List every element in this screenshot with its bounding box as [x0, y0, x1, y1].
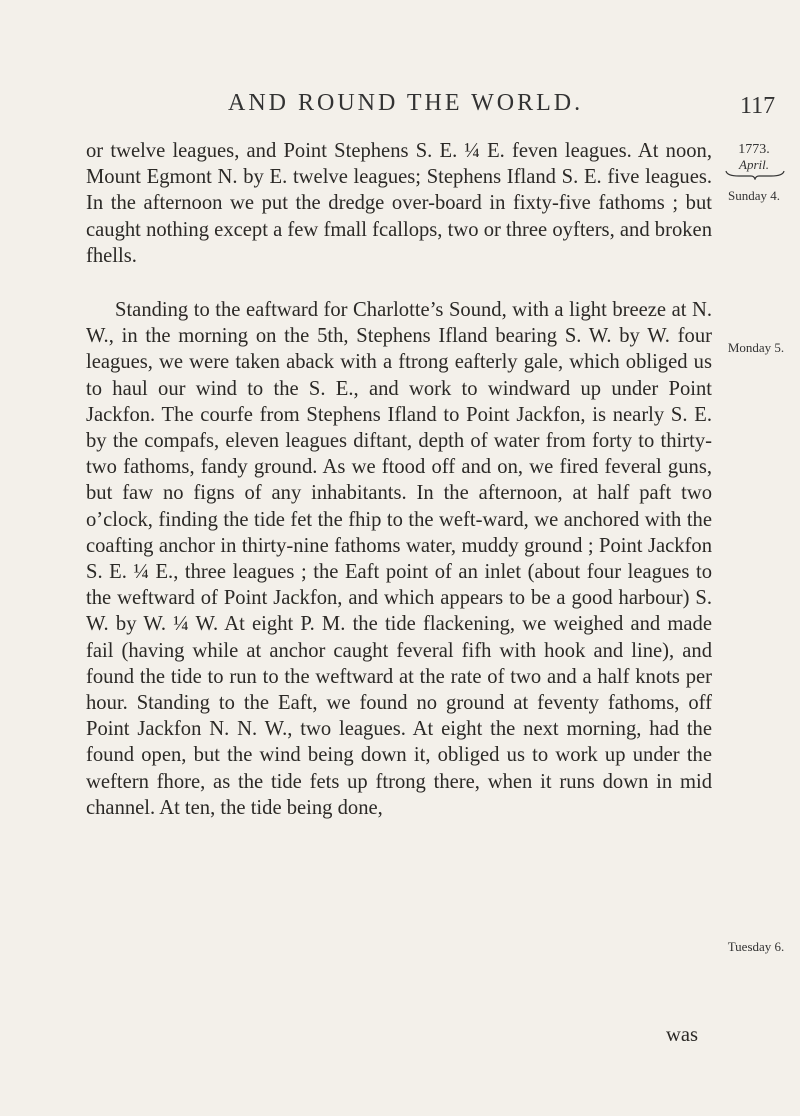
- margin-date-monday: Monday 5.: [727, 340, 785, 355]
- margin-year: 1773.: [738, 142, 770, 157]
- paragraph-2: Standing to the eaftward for Charlotte’s Sound, with a light breeze at N. W., in the morning on the 5th, Stephens Ifland bearing S. W. by W. four leagues, we were taken aback with a ftrong eafterly gale, which obliged us to haul our wind to the S. E., and work to windward up under Point Jackfon. The courfe from Stephens Ifland to Point Jackfon, is nearly S. E. by the compafs, eleven leagues diftant, depth of water from forty to thirty-two fathoms, fandy ground. As we ftood off and on, we fired feveral guns, but faw no figns of any inhabitants. In the afternoon, at half paft two o’clock, finding the tide fet the fhip to the weft-ward, we anchored with the coafting anchor in thirty-nine fathoms water, muddy ground ; Point Jackfon S. E. ¼ E., three leagues ; the Eaft point of an inlet (about four leagues to the weftward of Point Jackfon, and which appears to be a good harbour) S. W. by W. ¼ W. At eight P. M. the tide flackening, we weighed and made fail (having while at anchor caught feveral fifh with hook and line), and found the tide to run to the weftward at the rate of two and a half knots per hour. Standing to the Eaft, we found no ground at feventy fathoms, off Point Jackfon N. N. W., two leagues. At eight the next morning, had the found open, but the wind being down it, obliged us to work up under the weftern fhore, as the tide fets up ftrong there, when it runs down in mid channel. At ten, the tide being done,: [86, 299, 712, 819]
- margin-brace-icon: [725, 170, 785, 180]
- paragraph-1: or twelve leagues, and Point Stephens S. E. ¼ E. feven leagues. At noon, Mount Egmont N. by E. twelve leagues; Stephens Ifland S. E. five leagues. In the afternoon we put the dredge over-board in fixty-five fathoms ; but caught nothing except a few fmall fcallops, two or three oyfters, and broken fhells.: [86, 140, 712, 267]
- margin-date-tuesday: Tuesday 6.: [727, 939, 785, 954]
- page-number: 117: [740, 93, 776, 119]
- margin-date-sunday: Sunday 4.: [728, 188, 780, 203]
- catchword: was: [666, 1024, 699, 1046]
- body-text: [86, 138, 712, 821]
- running-head: AND ROUND THE WORLD.: [228, 90, 584, 116]
- margin-month: April.: [739, 157, 769, 172]
